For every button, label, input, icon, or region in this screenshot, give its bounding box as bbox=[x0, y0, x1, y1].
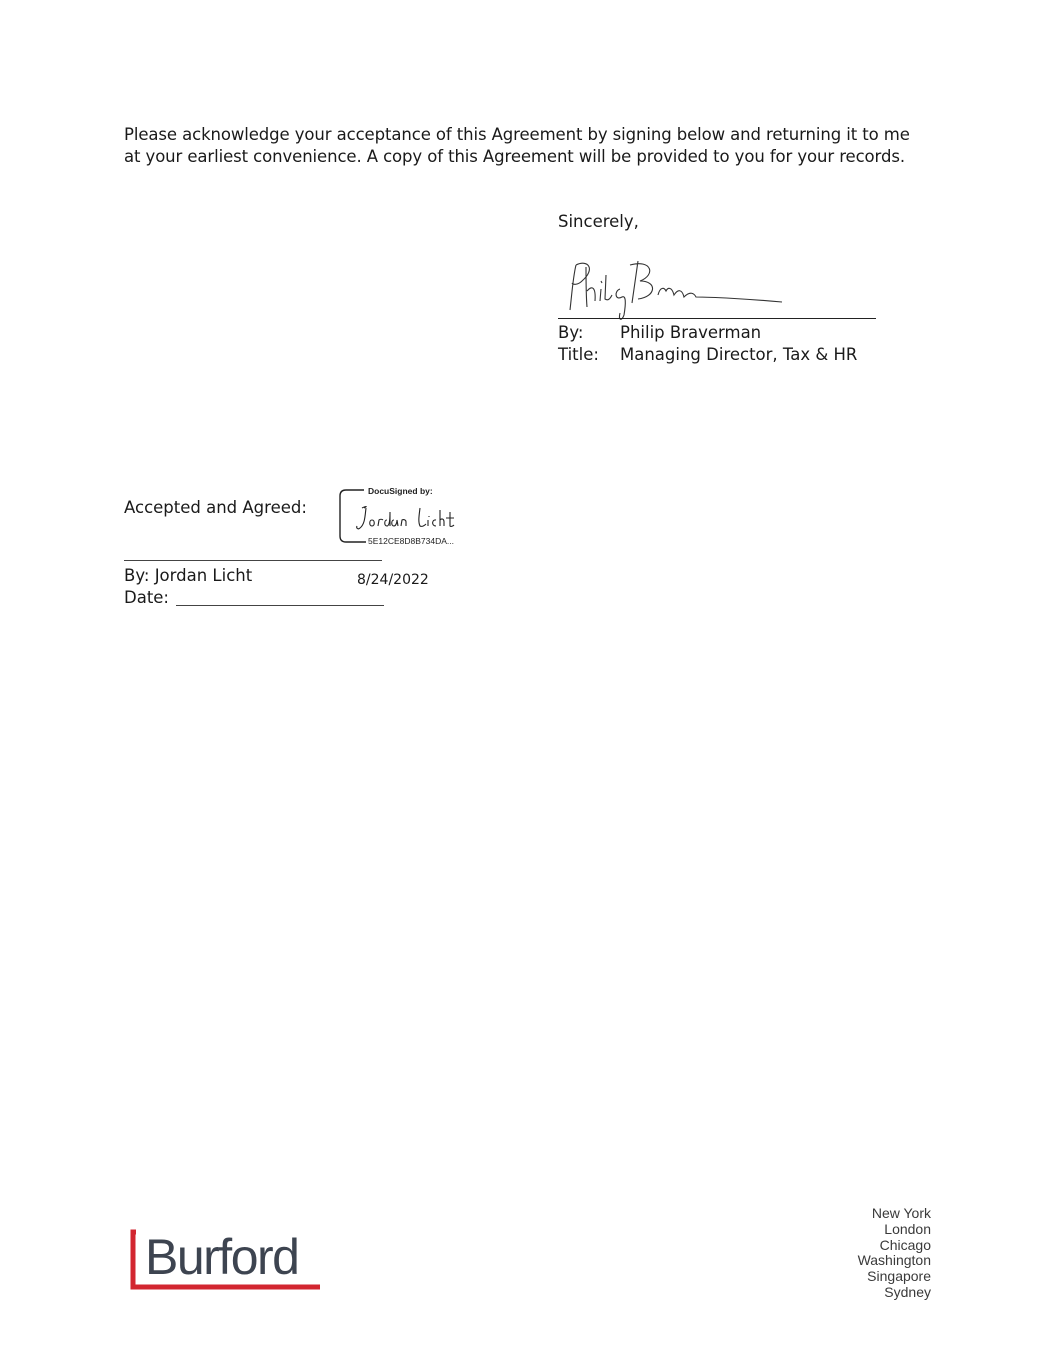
city-item: Washington bbox=[857, 1252, 931, 1269]
city-item: Chicago bbox=[879, 1236, 931, 1253]
city-item: New York bbox=[871, 1205, 931, 1221]
docusign-id: 5E12CE8D8B734DA... bbox=[368, 536, 454, 546]
signer-name: Philip Braverman bbox=[620, 323, 762, 342]
date-line bbox=[176, 605, 384, 606]
signer-title-row bbox=[558, 344, 857, 366]
philip-signature bbox=[560, 255, 790, 325]
svg-text:Burford: Burford bbox=[145, 1229, 299, 1285]
acceptance-block bbox=[124, 565, 252, 609]
accepted-label: Accepted and Agreed: bbox=[124, 498, 307, 517]
title-label: Title: bbox=[558, 345, 599, 364]
jordan-signature-line bbox=[124, 560, 382, 561]
acknowledgement-paragraph bbox=[124, 124, 944, 168]
signer-title: Managing Director, Tax & HR bbox=[620, 345, 858, 364]
acceptance-date: 8/24/2022 bbox=[357, 572, 429, 588]
city-item: Sydney bbox=[884, 1283, 931, 1300]
acceptance-date-label: Date: bbox=[124, 588, 169, 607]
docusign-header: DocuSigned by: bbox=[368, 486, 433, 496]
signer-by-row bbox=[558, 322, 857, 344]
burford-logo bbox=[130, 1228, 330, 1290]
paragraph-line-2: at your earliest convenience. A copy of this Agreement will be provided to you for your records. bbox=[124, 147, 905, 166]
acceptance-by: By: Jordan Licht bbox=[124, 566, 253, 585]
by-label: By: bbox=[558, 323, 584, 342]
philip-signature-line bbox=[558, 318, 876, 319]
closing: Sincerely, bbox=[558, 212, 639, 231]
city-item: London bbox=[884, 1220, 931, 1237]
signer-block bbox=[558, 322, 857, 366]
office-cities bbox=[858, 1206, 931, 1301]
city-item: Singapore bbox=[867, 1268, 931, 1285]
paragraph-line-1: Please acknowledge your acceptance of this Agreement by signing below and returning it to me bbox=[124, 125, 910, 144]
